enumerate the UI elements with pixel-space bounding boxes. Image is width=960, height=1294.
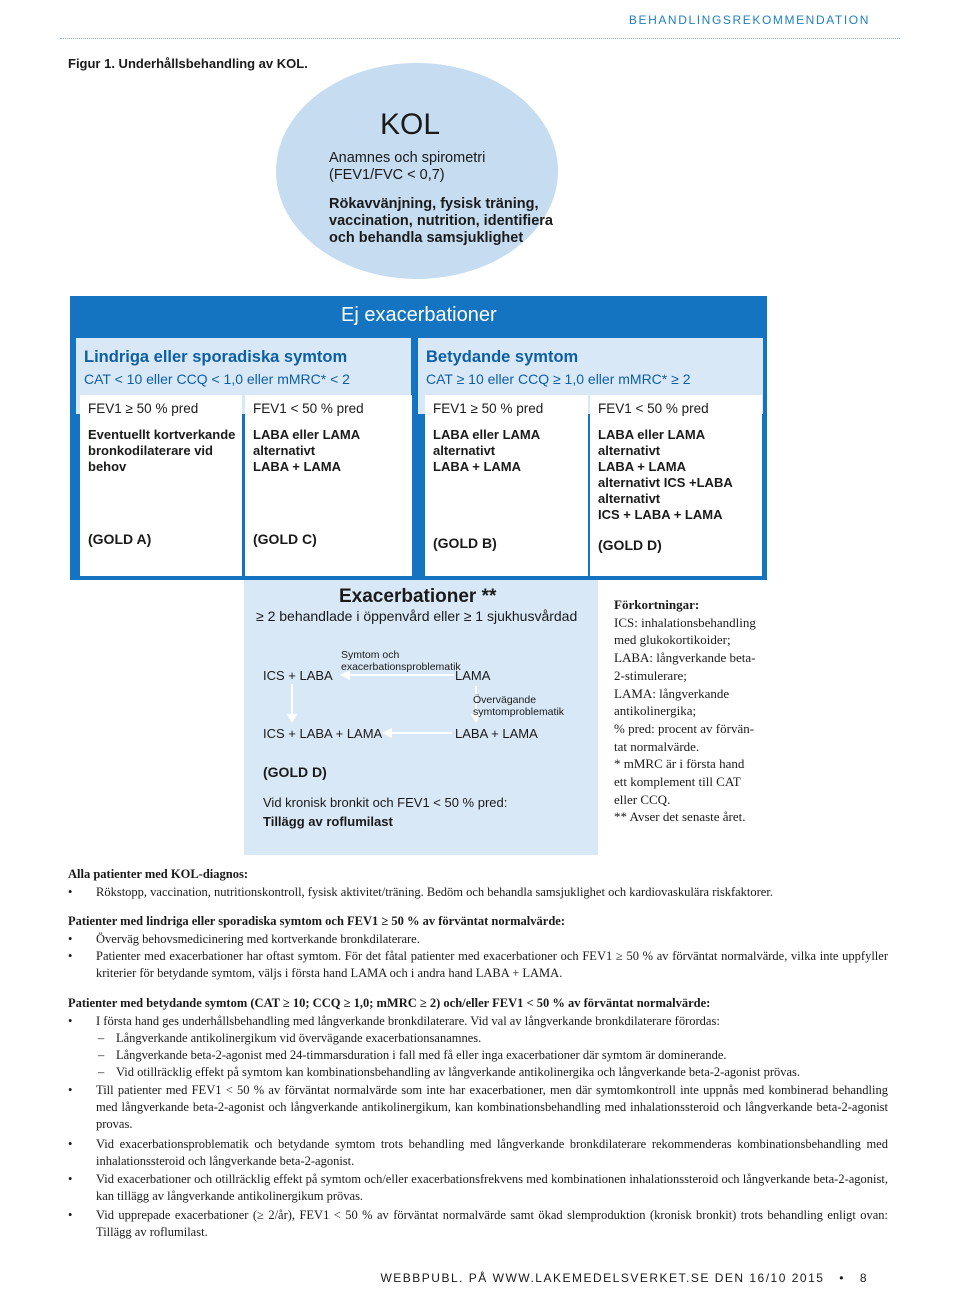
bullet-text: I första hand ges underhållsbehandling med långverkande bronkdilaterare. Vid val av långverkande bronkdilaterare förordas: [96, 1014, 720, 1028]
bullet-marker: • [68, 1137, 73, 1151]
dash-marker: – [98, 1048, 105, 1062]
arrow-head [382, 728, 392, 738]
exacerbation-title: Exacerbationer ** [339, 586, 497, 607]
kol-bold-line2: vaccination, nutrition, identifiera [329, 213, 553, 229]
footer-publication: WEBBPUBL. PÅ WWW.LAKEMEDELSVERKET.SE DEN 16/10 2015 [380, 1271, 825, 1285]
section-header: BEHANDLINGSREKOMMENDATION [628, 13, 870, 27]
bullet-marker: • [68, 1014, 73, 1028]
kol-bold-line1: Rökavvänjning, fysisk träning, [329, 196, 539, 212]
gold-label: (GOLD D) [598, 537, 662, 553]
treatment-line: ICS + LABA + LAMA [598, 507, 723, 522]
treatment-line: LABA + LAMA [253, 459, 341, 474]
dash-text: Vid otillräcklig effekt på symtom kan kombinationsbehandling av långverkande antikolinergika och långverkande beta-2-agonist prövas. [116, 1065, 801, 1079]
bullet-text: Patienter med exacerbationer har oftast symtom. För det fåtal patienter med exacerbationer och FEV1 ≥ 50 % av förväntat normalvärde, vilka inte uppfyller kriterier för betydande symtom, väljs i första hand LAMA och i andra hand LABA + LAMA. [96, 949, 888, 980]
gold-d-column [590, 395, 762, 576]
treatment-line: alternativt [598, 491, 661, 506]
fev-criterion: FEV1 ≥ 50 % pred [433, 401, 544, 416]
bullet-text: Vid upprepade exacerbationer (≥ 2/år), FEV1 < 50 % av förväntat normalvärde samt ökad slemproduktion (kronisk bronkit) trots behandling enligt ovan: Tillägg av roflumilast. [96, 1208, 888, 1239]
treatment-line: alternativt [253, 443, 316, 458]
bullet-marker: • [68, 885, 73, 899]
bullet-marker: • [68, 1172, 73, 1186]
lama-node: LAMA [455, 668, 491, 683]
abbreviation-line: * mMRC är i första hand [614, 756, 745, 772]
page-footer [380, 1271, 868, 1285]
abbreviation-line: LABA: långverkande beta- [614, 650, 756, 666]
ics-laba-node: ICS + LABA [263, 668, 333, 683]
exacerbation-criteria: ≥ 2 behandlade i öppenvård eller ≥ 1 sjukhusvårdad [256, 608, 578, 624]
fev-criterion: FEV1 < 50 % pred [253, 401, 364, 416]
dash-marker: – [98, 1065, 105, 1079]
no-exacerbation-title: Ej exacerbationer [341, 304, 497, 326]
bullet-marker: • [68, 932, 73, 946]
treatment-line: alternativt [433, 443, 496, 458]
abbreviation-line: eller CCQ. [614, 791, 671, 807]
gold-b-column [425, 395, 588, 576]
abbreviation-line: ** Avser det senaste året. [614, 809, 746, 825]
bullet-text: Vid exacerbationsproblematik och betydande symtom trots behandling med långverkande bronkdilaterare rekommenderas kombinationsbehandling med inhalationssteroid och långverkande beta-2-agonist. [96, 1137, 888, 1168]
bullet-marker: • [68, 949, 73, 963]
treatment-line: behov [88, 459, 127, 474]
mild-symptoms-title: Lindriga eller sporadiska symtom [84, 348, 348, 366]
fev-criterion: FEV1 ≥ 50 % pred [88, 401, 199, 416]
page-number: 8 [859, 1271, 868, 1285]
arrow-label-exac-problem: exacerbationsproblematik [341, 661, 461, 673]
fev-criterion: FEV1 < 50 % pred [598, 401, 709, 416]
section-all-patients-heading: Alla patienter med KOL-diagnos: [68, 867, 248, 881]
bullet-text: Rökstopp, vaccination, nutritionskontroll, fysisk aktivitet/träning. Bedöm och behandla samsjuklighet och kardiovaskulära riskfaktorer. [96, 885, 773, 899]
abbreviation-line: LAMA: långverkande [614, 685, 730, 701]
treatment-line: alternativt [598, 443, 661, 458]
abbreviation-line: % pred: procent av förvän- [614, 720, 755, 736]
figure-title: Figur 1. Underhållsbehandling av KOL. [68, 56, 308, 71]
gold-label: (GOLD A) [88, 531, 152, 547]
abbreviation-line: med glukokortikoider; [614, 632, 731, 648]
kol-title: KOL [380, 108, 441, 141]
gold-label: (GOLD C) [253, 531, 317, 547]
abbreviation-line: ett komplement till CAT [614, 774, 741, 790]
kol-line1: Anamnes och spirometri [329, 150, 486, 166]
treatment-line: LABA eller LAMA [433, 427, 541, 442]
abbreviation-line: ICS: inhalationsbehandling [614, 614, 756, 630]
treatment-line: bronkodilaterare vid [88, 443, 213, 458]
significant-symptoms-title: Betydande symtom [426, 348, 579, 366]
treatment-line: LABA + LAMA [598, 459, 686, 474]
arrow-label-symptom-problem: symtomproblematik [473, 706, 565, 718]
exac-gold-label: (GOLD D) [263, 764, 327, 780]
abbreviations [614, 596, 756, 826]
treatment-line: Eventuellt kortverkande [88, 427, 236, 442]
abbreviations-title: Förkortningar: [614, 597, 700, 612]
abbreviation-line: antikolinergika; [614, 703, 697, 719]
arrow-label-predominant: Övervägande [473, 694, 537, 706]
section-significant-heading: Patienter med betydande symtom (CAT ≥ 10; CCQ ≥ 1,0; mMRC ≥ 2) och/eller FEV1 < 50 % av förväntat normalvärde: [68, 996, 711, 1010]
treatment-line: LABA + LAMA [433, 459, 521, 474]
header-divider [60, 38, 900, 39]
triple-therapy-node: ICS + LABA + LAMA [263, 726, 383, 741]
bullet-text: Vid exacerbationer och otillräcklig effekt på symtom och/eller exacerbationsfrekvens med kombinationen inhalationssteroid och långverkande beta-2-agonist, kan tillägg av långverkande antikolinergikum prövas. [96, 1172, 888, 1203]
abbreviation-line: tat normalvärde. [614, 738, 700, 754]
kol-line2: (FEV1/FVC < 0,7) [329, 167, 445, 183]
gold-a-column [80, 395, 242, 576]
dash-marker: – [98, 1031, 105, 1045]
significant-symptoms-criteria: CAT ≥ 10 eller CCQ ≥ 1,0 eller mMRC* ≥ 2 [426, 371, 691, 387]
arrow-head [287, 714, 297, 723]
roflumilast-note: Tillägg av roflumilast [263, 814, 393, 829]
treatment-line: LABA eller LAMA [598, 427, 706, 442]
footer-separator: • [839, 1271, 845, 1285]
gold-c-column [245, 395, 412, 576]
section-mild-heading: Patienter med lindriga eller sporadiska symtom och FEV1 ≥ 50 % av förväntat normalvärde: [68, 914, 565, 928]
bronkit-note: Vid kronisk bronkit och FEV1 < 50 % pred: [263, 795, 508, 810]
treatment-line: alternativt ICS +LABA [598, 475, 733, 490]
laba-lama-node: LABA + LAMA [455, 726, 538, 741]
gold-label: (GOLD B) [433, 535, 497, 551]
dash-text: Långverkande antikolinergikum vid övervägande exacerbationsanamnes. [116, 1031, 482, 1045]
abbreviation-line: 2-stimulerare; [614, 667, 687, 683]
bullet-text: Till patienter med FEV1 < 50 % av förväntat normalvärde som inte har exacerbationer, men där symtomkontroll inte uppnås med kombinerad behandling med långverkande beta-2-agonist och långverkande antikolinergikum, kan kombinationsbehandling med inhalationssteroid och långverkande beta-2-agonist provas. [96, 1083, 888, 1131]
arrow-label-symptoms: Symtom och [341, 649, 400, 661]
bullet-text: Överväg behovsmedicinering med kortverkande bronkdilaterare. [96, 932, 420, 946]
dash-text: Långverkande beta-2-agonist med 24-timmarsduration i fall med få eller inga exacerbationer där symtom är dominerande. [116, 1048, 727, 1062]
kol-bold-line3: och behandla samsjuklighet [329, 230, 524, 246]
bullet-marker: • [68, 1208, 73, 1222]
treatment-line: LABA eller LAMA [253, 427, 361, 442]
mild-symptoms-criteria: CAT < 10 eller CCQ < 1,0 eller mMRC* < 2 [84, 371, 350, 387]
bullet-marker: • [68, 1083, 73, 1097]
